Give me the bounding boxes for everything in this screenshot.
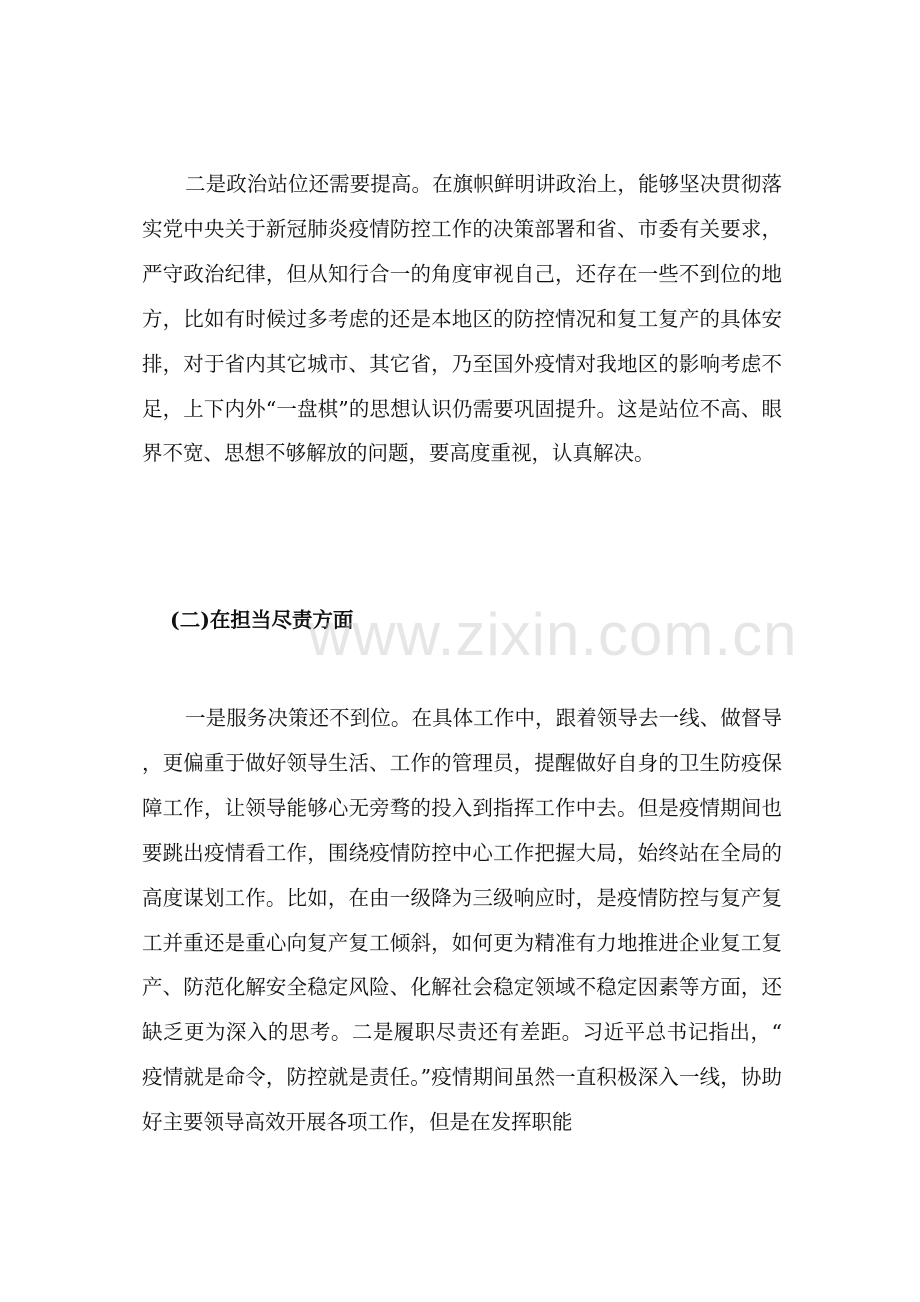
section-heading: (二)在担当尽责方面 <box>170 608 354 632</box>
body-paragraph-2: 一是服务决策还不到位。在具体工作中，跟着领导去一线、做督导，更偏重于做好领导生活、工作的管理员，提醒做好自身的卫生防疫保障工作，让领导能够心无旁骛的投入到指挥工作中去。但是疫情期间也要跳出疫情看工作，围绕疫情防控中心工作把握大局，始终站在全局的高度谋划工作。比如，在由一级降为三级响应时，是疫情防控与复产复工并重还是重心向复产复工倾斜，如何更为精准有力地推进企业复工复产、防范化解安全稳定风险、化解社会稳定领域不稳定因素等方面，还缺乏更为深入的思考。二是履职尽责还有差距。习近平总书记指出，“疫情就是命令，防控就是责任。”疫情期间虽然一直积极深入一线，协助好主要领导高效开展各项工作，但是在发挥职能 <box>142 706 782 1135</box>
watermark: www.zixin.com.cn <box>308 601 798 668</box>
body-paragraph-1: 二是政治站位还需要提高。在旗帜鲜明讲政治上，能够坚决贯彻落实党中央关于新冠肺炎疫情防控工作的决策部署和省、市委有关要求，严守政治纪律，但从知行合一的角度审视自己，还存在一些不到位的地方，比如有时候过多考虑的还是本地区的防控情况和复工复产的具体安排，对于省内其它城市、其它省，乃至国外疫情对我地区的影响考虑不足，上下内外“一盘棋”的思想认识仍需要巩固提升。这是站位不高、眼界不宽、思想不够解放的问题，要高度重视，认真解决。 <box>142 172 782 466</box>
